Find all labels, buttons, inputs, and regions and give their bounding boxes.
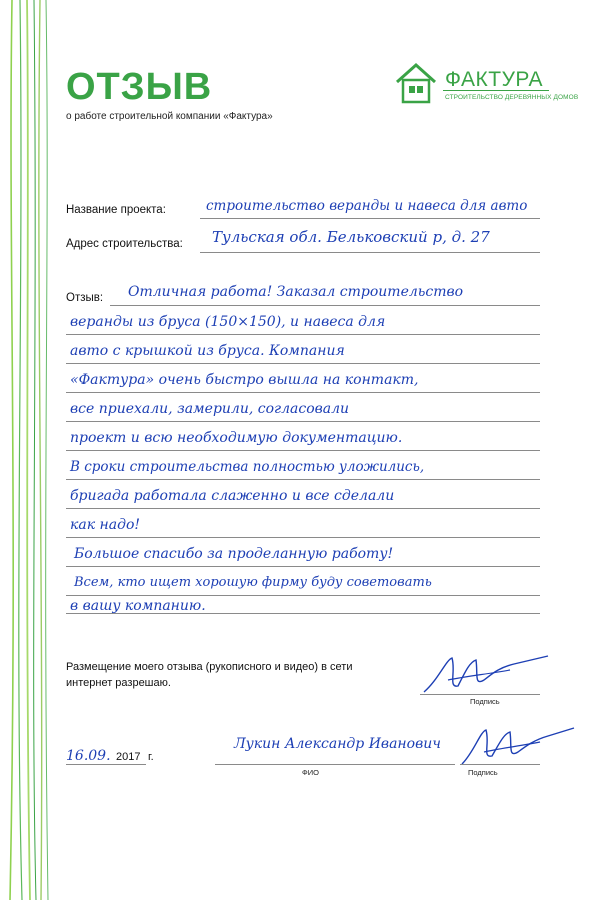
project-line xyxy=(200,218,540,219)
review-text-line: все приехали, замерили, согласовали xyxy=(70,401,350,417)
review-line xyxy=(66,508,540,509)
page-subtitle: о работе строительной компании «Фактура» xyxy=(66,111,273,122)
review-text-line: В сроки строительства полностью уложились, xyxy=(70,459,425,475)
signature-line xyxy=(420,694,540,695)
fio-value: Лукин Александр Иванович xyxy=(234,736,441,752)
address-line xyxy=(200,252,540,253)
signature-caption: Подпись xyxy=(468,768,498,777)
logo-tagline: СТРОИТЕЛЬСТВО ДЕРЕВЯННЫХ ДОМОВ xyxy=(445,94,579,101)
signature xyxy=(418,650,558,700)
fio-line xyxy=(215,764,455,765)
review-line xyxy=(66,595,540,596)
signature xyxy=(458,720,578,770)
decorative-stripes xyxy=(0,0,60,900)
date-day: 16.09. xyxy=(66,748,111,764)
permission-text: Размещение моего отзыва (рукописного и видео) в сети интернет разрешаю. xyxy=(66,661,353,689)
review-line xyxy=(66,479,540,480)
address-label: Адрес строительства: xyxy=(66,238,183,250)
review-text-line: Большое спасибо за проделанную работу! xyxy=(74,546,394,562)
page-title: ОТЗЫВ xyxy=(66,66,213,108)
review-line xyxy=(66,334,540,335)
fio-caption: ФИО xyxy=(302,768,319,777)
review-line xyxy=(66,392,540,393)
project-value: строительство веранды и навеса для авто xyxy=(206,198,528,214)
review-text-line: Отличная работа! Заказал строительство xyxy=(128,284,464,300)
date-suffix: г. xyxy=(148,751,154,763)
review-text-line: Всем, кто ищет хорошую фирму буду советовать xyxy=(74,575,432,590)
signature-line xyxy=(460,764,540,765)
logo-name: ФАКТУРА xyxy=(445,68,544,91)
review-text-line: «Фактура» очень быстро вышла на контакт, xyxy=(70,372,419,388)
review-text-line: проект и всю необходимую документацию. xyxy=(70,430,403,446)
review-text-line: в вашу компанию. xyxy=(70,598,206,614)
review-label: Отзыв: xyxy=(66,292,104,304)
review-text-line: как надо! xyxy=(70,517,141,533)
date-year: 2017 xyxy=(116,751,141,763)
project-label: Название проекта: xyxy=(66,204,166,216)
signature-caption: Подпись xyxy=(470,697,500,706)
address-value: Тульская обл. Бельковский р, д. 27 xyxy=(212,228,490,246)
review-line xyxy=(66,566,540,567)
review-text-line: веранды из бруса (150×150), и навеса для xyxy=(70,314,386,330)
review-text-line: авто с крышкой из бруса. Компания xyxy=(70,343,345,359)
review-line xyxy=(66,363,540,364)
review-line xyxy=(66,421,540,422)
review-line xyxy=(66,450,540,451)
review-text-line: бригада работала слаженно и все сделали xyxy=(70,488,395,504)
review-line xyxy=(66,537,540,538)
date-line xyxy=(66,764,146,765)
review-line xyxy=(110,305,540,306)
